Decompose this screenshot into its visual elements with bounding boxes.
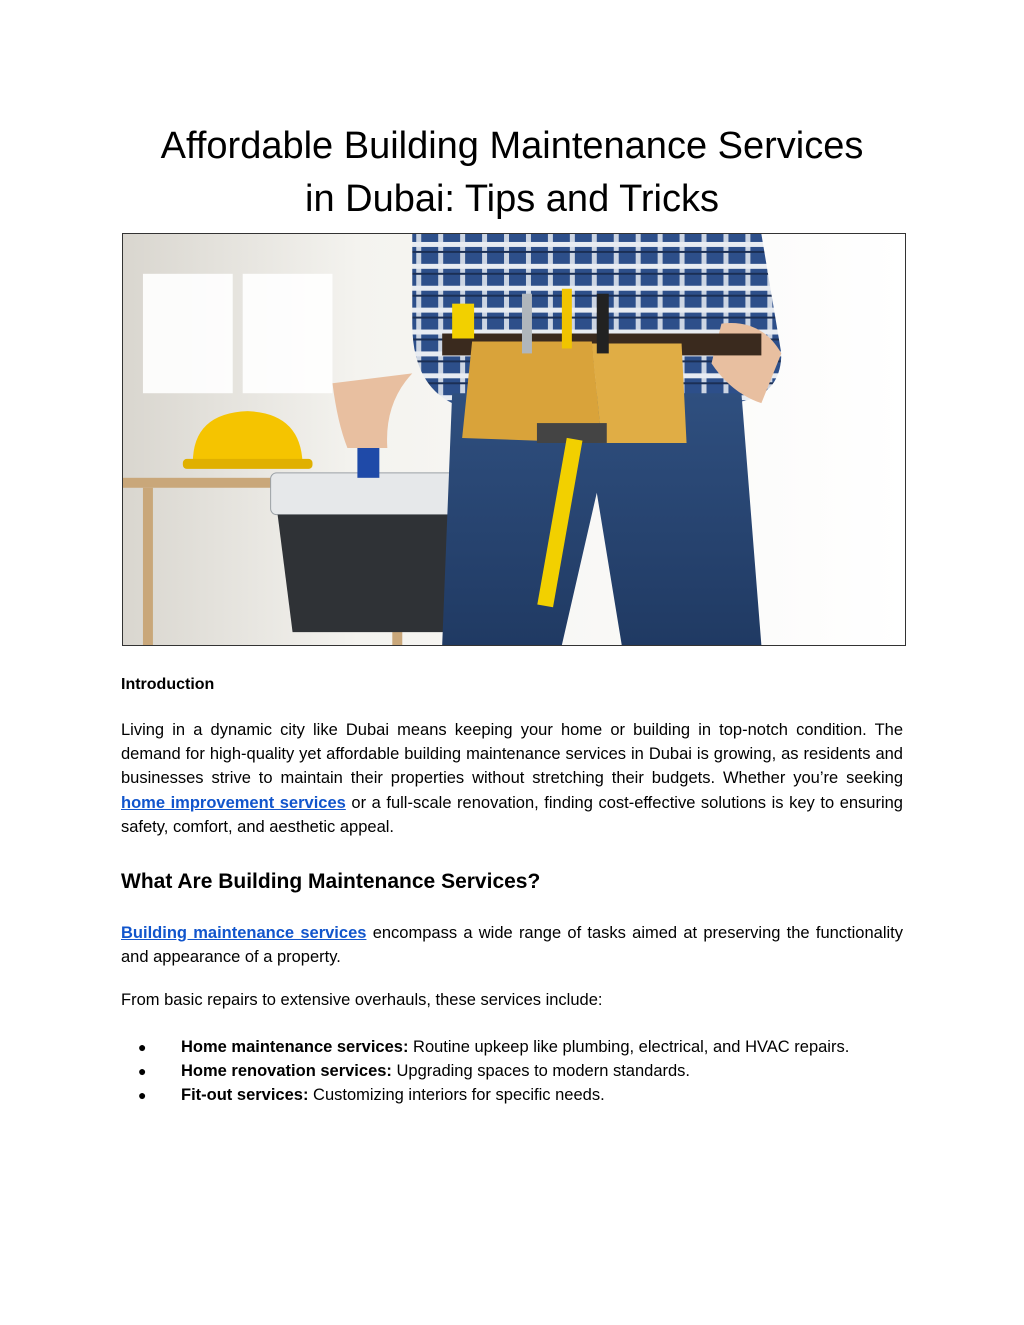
list-item-text: Customizing interiors for specific needs.	[308, 1086, 605, 1105]
list-item-label: Fit-out services:	[181, 1086, 309, 1105]
list-item-text: Routine upkeep like plumbing, electrical, and HVAC repairs.	[408, 1038, 850, 1056]
services-list	[121, 1035, 903, 1108]
section-paragraph-2: From basic repairs to extensive overhauls, these services include:	[121, 991, 603, 1009]
section-heading: What Are Building Maintenance Services?	[121, 870, 541, 893]
bullet-icon: ●	[138, 1063, 147, 1080]
list-item	[121, 1083, 903, 1107]
bullet-icon: ●	[138, 1087, 147, 1104]
building-maintenance-services-link[interactable]: Building maintenance services	[121, 924, 367, 942]
bullet-icon: ●	[138, 1039, 147, 1055]
list-item-text: Upgrading spaces to modern standards.	[391, 1062, 691, 1081]
page-title-line-2: in Dubai: Tips and Tricks	[305, 178, 719, 220]
section-paragraph-1-text: encompass a wide range of tasks aimed at preserving the functionality and appearance of a property.	[121, 924, 903, 967]
list-item	[121, 1059, 903, 1083]
worker-with-tool-belt-photo-icon	[123, 234, 905, 645]
introduction-text-end: or a full-scale renovation, finding cost-effective solutions is key to ensuring safety, comfort, and aesthetic appeal.	[121, 793, 903, 836]
introduction-heading: Introduction	[121, 676, 215, 693]
hero-image	[122, 233, 906, 646]
list-item	[121, 1035, 903, 1059]
section-paragraph-1	[121, 921, 903, 969]
page-title	[100, 120, 924, 226]
list-item-label: Home maintenance services:	[181, 1038, 409, 1056]
page-title-line-1: Affordable Building Maintenance Services	[160, 125, 864, 167]
home-improvement-services-link[interactable]: home improvement services	[121, 793, 346, 812]
introduction-paragraph	[121, 718, 903, 839]
introduction-text-start: Living in a dynamic city like Dubai means keeping your home or building in top-notch condition. The demand for high-quality yet affordable building maintenance services in Dubai is growing, as residents and businesses strive to maintain their properties without stretching their budgets. Whether you’re seeking	[121, 721, 903, 788]
list-item-label: Home renovation services:	[181, 1062, 392, 1081]
